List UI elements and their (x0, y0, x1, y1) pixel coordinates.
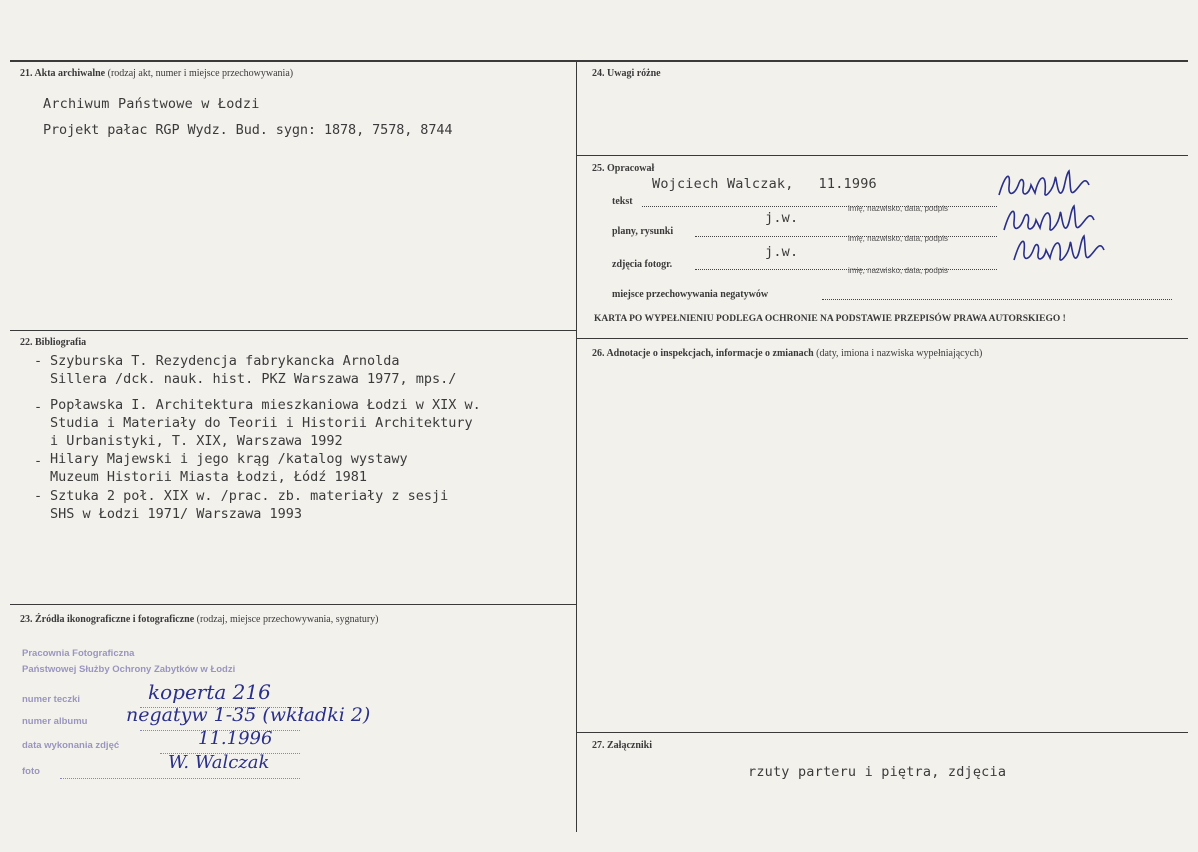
center-divider (576, 60, 577, 832)
section-22-label: 22. Bibliografia (20, 337, 87, 348)
stamp-line-2: Państwowej Służby Ochrony Zabytków w Łodzi (22, 664, 236, 675)
row-text-label: tekst (612, 196, 633, 207)
stamp-row-4-label: foto (22, 766, 40, 777)
stamp-row-2-label: numer albumu (22, 716, 88, 727)
row-photos-dots (695, 269, 997, 270)
divider-24-25 (576, 155, 1188, 156)
row-text-caption: imię, nazwisko, data, podpis (848, 204, 949, 213)
bullet-dash: - (34, 453, 43, 469)
copyright-notice: KARTA PO WYPEŁNIENIU PODLEGA OCHRONIE NA PODSTAWIE PRZEPISÓW PRAWA AUTORSKIEGO ! (594, 314, 1066, 324)
bibliography-item-2-line-3: i Urbanistyki, T. XIX, Warszawa 1992 (50, 433, 343, 449)
stamp-dotted-line (60, 778, 300, 779)
section-21-note: (rodzaj akt, numer i miejsce przechowywania) (107, 68, 294, 79)
handwritten-negatives: negatyw 1-35 (wkładki 2) (126, 704, 371, 726)
row-text-value: Wojciech Walczak, 11.1996 (652, 176, 877, 192)
section-23-note: (rodzaj, miejsce przechowywania, sygnatury) (196, 614, 379, 625)
top-border (10, 60, 1188, 62)
bibliography-item-3-line-2: Muzeum Historii Miasta Łodzi, Łódź 1981 (50, 469, 367, 485)
bibliography-item-2-line-2: Studia i Materiały do Teorii i Historii Architektury (50, 415, 473, 431)
row-plans-dots (695, 236, 997, 237)
section-23-label: 23. Źródła ikonograficzne i fotograficzne (rodzaj, miejsce przechowywania, sygnatury) (20, 614, 379, 625)
archive-line-2: Projekt pałac RGP Wydz. Bud. sygn: 1878, 7578, 8744 (43, 122, 453, 138)
section-25-label: 25. Opracował (592, 163, 655, 174)
bullet-dash: - (34, 353, 43, 369)
stamp-line-1: Pracownia Fotograficzna (22, 648, 135, 659)
row-plans-caption: imię, nazwisko, data, podpis (848, 234, 949, 243)
section-21-label: 21. Akta archiwalne (rodzaj akt, numer i miejsce przechowywania) (20, 68, 294, 79)
bibliography-item-1-line-2: Sillera /dck. nauk. hist. PKZ Warszawa 1977, mps./ (50, 371, 457, 387)
bibliography-item-4-line-2: SHS w Łodzi 1971/ Warszawa 1993 (50, 506, 302, 522)
row-photos-label: zdjęcia fotogr. (612, 259, 673, 270)
stamp-row-3-label: data wykonania zdjęć (22, 740, 120, 751)
divider-26-27 (576, 732, 1188, 733)
section-24-label: 24. Uwagi różne (592, 68, 661, 79)
signature-text (995, 165, 1105, 205)
signature-photos (1010, 230, 1120, 270)
section-26-note: (daty, imiona i nazwiska wypełniających) (816, 348, 983, 359)
bullet-dash: - (34, 488, 43, 504)
handwritten-date: 11.1996 (198, 728, 273, 749)
divider-22-23 (10, 604, 576, 605)
stamp-row-1-label: numer teczki (22, 694, 81, 705)
handwritten-envelope: koperta 216 (148, 680, 271, 704)
bibliography-item-1-line-1: Szyburska T. Rezydencja fabrykancka Arnolda (50, 353, 400, 369)
attachments-value: rzuty parteru i piętra, zdjęcia (748, 764, 1007, 780)
row-photos-value: j.w. (765, 244, 799, 260)
archive-line-1: Archiwum Państwowe w Łodzi (43, 96, 260, 112)
row-plans-value: j.w. (765, 210, 799, 226)
divider-25-26 (576, 338, 1188, 339)
row-photos-caption: imię, nazwisko, data, podpis (848, 266, 949, 275)
bibliography-item-2-line-1: Popławska I. Architektura mieszkaniowa Łodzi w XIX w. (50, 397, 481, 413)
handwritten-photographer: W. Walczak (168, 752, 270, 773)
row-negatives-label: miejsce przechowywania negatywów (612, 289, 769, 300)
bibliography-item-4-line-1: Sztuka 2 poł. XIX w. /prac. zb. materiały z sesji (50, 488, 449, 504)
section-26-label: 26. Adnotacje o inspekcjach, informacje o zmianach (daty, imiona i nazwiska wypełniających) (592, 348, 983, 359)
row-plans-label: plany, rysunki (612, 226, 674, 237)
divider-21-22 (10, 330, 576, 331)
bibliography-item-3-line-1: Hilary Majewski i jego krąg /katalog wystawy (50, 451, 408, 467)
row-negatives-dots (822, 299, 1172, 300)
section-27-label: 27. Załączniki (592, 740, 653, 751)
bullet-dash: - (34, 399, 43, 415)
